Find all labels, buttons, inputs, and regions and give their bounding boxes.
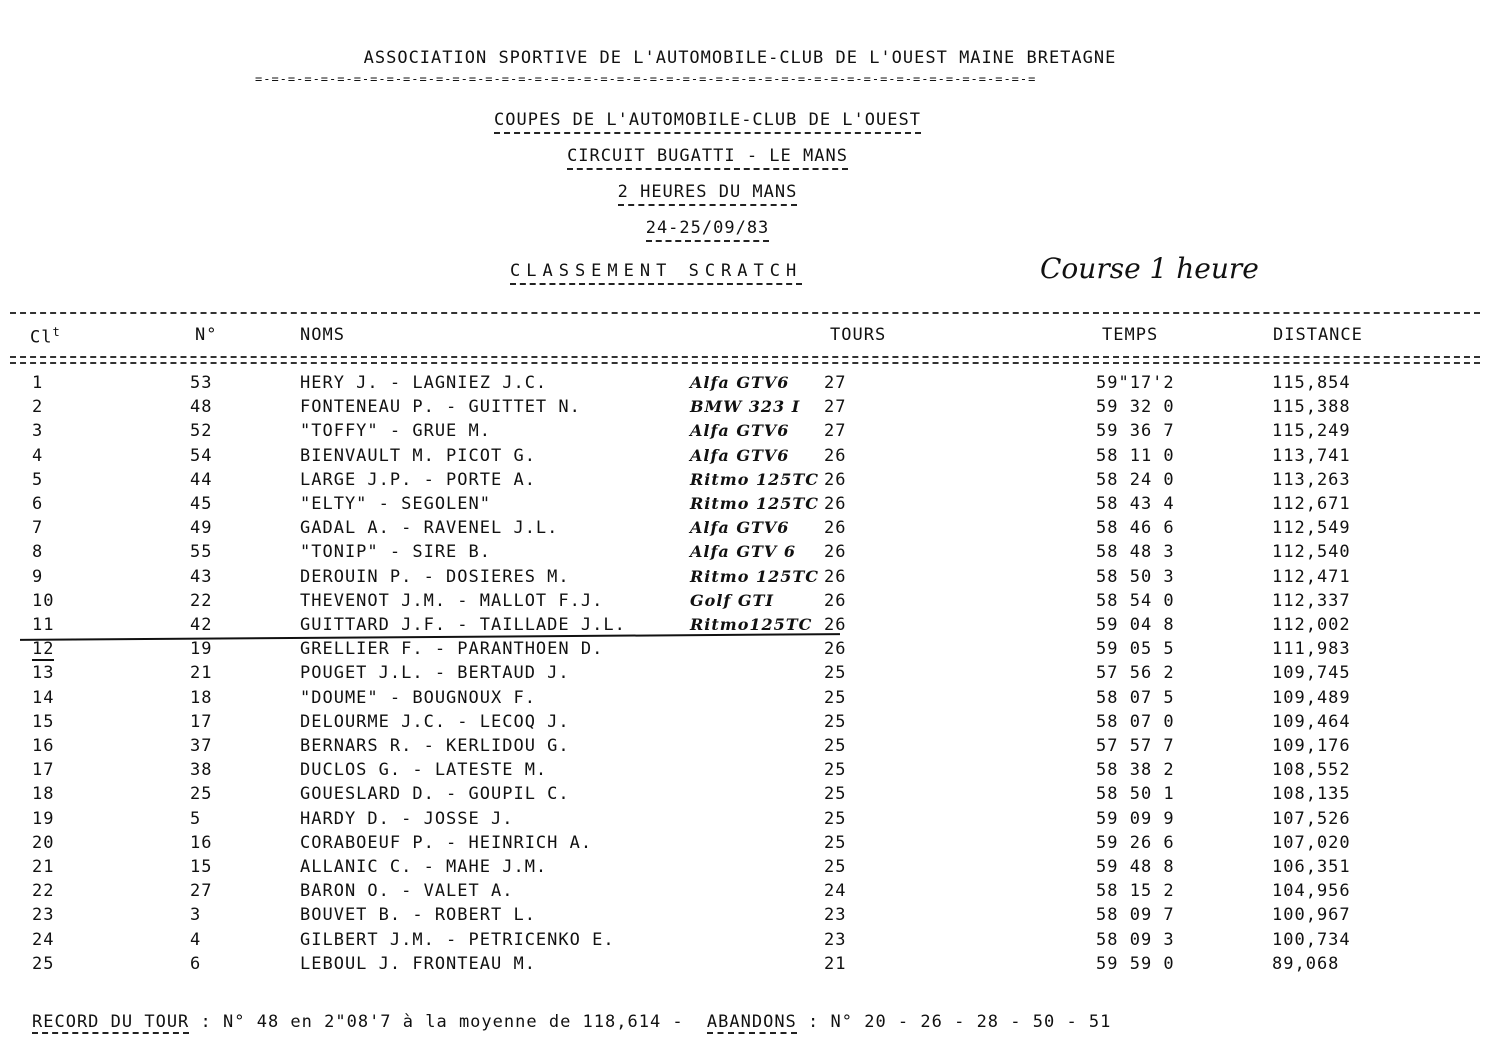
- header-rule-top: [10, 356, 1480, 358]
- table-row: [0, 518, 1500, 542]
- cell-tours: 26: [824, 445, 847, 466]
- cell-distance: 104,956: [1272, 881, 1351, 902]
- cell-no: 25: [190, 784, 213, 805]
- cell-distance: 100,967: [1272, 905, 1351, 926]
- cell-noms: HERY J. - LAGNIEZ J.C.: [300, 373, 548, 393]
- cell-cl: 13: [32, 663, 55, 684]
- cell-noms: BOUVET B. - ROBERT L.: [300, 905, 536, 926]
- cell-cl: 16: [32, 736, 55, 756]
- cell-tours: 27: [824, 373, 847, 393]
- cell-noms: POUGET J.L. - BERTAUD J.: [300, 663, 570, 684]
- cell-temps: 58 24 0: [1096, 469, 1175, 490]
- cell-tours: 26: [824, 494, 847, 514]
- table-row: [0, 954, 1500, 978]
- table-row: [0, 688, 1500, 712]
- cell-no: 6: [190, 953, 202, 974]
- cell-no: 38: [190, 760, 213, 781]
- cell-tours: 26: [824, 518, 847, 539]
- cell-noms: HARDY D. - JOSSE J.: [300, 808, 514, 829]
- cell-distance: 108,552: [1272, 760, 1351, 781]
- table-row: [0, 712, 1500, 736]
- table-row: [0, 857, 1500, 881]
- table-row: [0, 567, 1500, 591]
- cell-distance: 109,745: [1272, 663, 1351, 684]
- cell-distance: 113,263: [1272, 469, 1351, 490]
- cell-tours: 25: [824, 760, 847, 781]
- cell-tours: 25: [824, 784, 847, 805]
- cell-no: 54: [190, 445, 213, 466]
- handwritten-note: Course 1 heure: [1040, 252, 1259, 285]
- cell-noms: CORABOEUF P. - HEINRICH A.: [300, 832, 593, 853]
- cell-noms: BARON O. - VALET A.: [300, 881, 514, 902]
- cell-noms: "TOFFY" - GRUE M.: [300, 421, 491, 442]
- cell-tours: 26: [824, 615, 847, 635]
- cell-tours: 23: [824, 929, 847, 950]
- cell-car: Alfa GTV6: [690, 518, 790, 538]
- record-text: : N° 48 en 2"08'7 à la moyenne de 118,614 -: [200, 1012, 684, 1032]
- cell-temps: 58 46 6: [1096, 518, 1175, 539]
- table-row: [0, 639, 1500, 663]
- cell-tours: 23: [824, 905, 847, 926]
- cell-no: 37: [190, 736, 213, 756]
- cell-noms: "ELTY" - SEGOLEN": [300, 494, 491, 514]
- table-row: [0, 881, 1500, 905]
- cell-temps: 58 11 0: [1096, 445, 1175, 466]
- cell-car: Alfa GTV6: [690, 373, 790, 392]
- cell-tours: 25: [824, 808, 847, 829]
- cell-noms: GOUESLARD D. - GOUPIL C.: [300, 784, 570, 805]
- cell-noms: BERNARS R. - KERLIDOU G.: [300, 736, 570, 756]
- cell-noms: GUITTARD J.F. - TAILLADE J.L.: [300, 615, 626, 635]
- cell-cl: 25: [32, 953, 55, 974]
- cell-distance: 106,351: [1272, 857, 1351, 877]
- cell-tours: 25: [824, 857, 847, 877]
- cell-cl: 22: [32, 881, 55, 902]
- table-row: [0, 542, 1500, 566]
- cell-no: 18: [190, 687, 213, 708]
- cell-tours: 27: [824, 421, 847, 442]
- cell-tours: 25: [824, 663, 847, 684]
- cell-tours: 24: [824, 881, 847, 902]
- cell-distance: 111,983: [1272, 639, 1351, 660]
- cell-car: Ritmo125TC: [690, 615, 813, 634]
- table-row: [0, 494, 1500, 518]
- cell-noms: "TONIP" - SIRE B.: [300, 542, 491, 563]
- cell-tours: 25: [824, 736, 847, 756]
- cell-temps: 58 09 3: [1096, 929, 1175, 950]
- cell-no: 21: [190, 663, 213, 684]
- col-header-cl-base: Cl: [30, 327, 53, 348]
- cell-car: Alfa GTV 6: [690, 542, 796, 562]
- cell-noms: DELOURME J.C. - LECOQ J.: [300, 711, 570, 732]
- col-header-no: N°: [195, 325, 218, 345]
- cell-cl: 11: [32, 615, 55, 635]
- table-row: [0, 760, 1500, 784]
- abandons-label: ABANDONS: [706, 1012, 797, 1032]
- cell-noms: THEVENOT J.M. - MALLOT F.J.: [300, 590, 604, 611]
- cell-distance: 109,489: [1272, 687, 1351, 708]
- cell-distance: 112,471: [1272, 566, 1351, 587]
- cell-cl: 9: [32, 566, 44, 587]
- cell-car: Ritmo 125TC: [690, 566, 819, 586]
- cell-cl: 12: [32, 639, 55, 660]
- cell-distance: 112,549: [1272, 518, 1351, 539]
- col-header-cl: [30, 325, 61, 348]
- circuit-title: [0, 146, 1415, 170]
- cell-distance: 89,068: [1272, 953, 1340, 974]
- cell-distance: 107,020: [1272, 832, 1351, 853]
- cell-tours: 26: [824, 566, 847, 587]
- cell-tours: 27: [824, 397, 847, 418]
- table-row: [0, 663, 1500, 687]
- col-header-tours: TOURS: [830, 325, 887, 345]
- cell-no: 5: [190, 808, 202, 829]
- cell-temps: 57 57 7: [1096, 736, 1175, 756]
- cell-cl: 21: [32, 857, 55, 877]
- col-header-noms: NOMS: [300, 325, 345, 345]
- cell-car: Ritmo 125TC: [690, 469, 819, 489]
- table-row: [0, 421, 1500, 445]
- cell-cl: 8: [32, 542, 44, 563]
- abandons-text: : N° 20 - 26 - 28 - 50 - 51: [808, 1012, 1112, 1032]
- cell-noms: DEROUIN P. - DOSIERES M.: [300, 566, 570, 587]
- cell-no: 45: [190, 494, 213, 514]
- table-row: [0, 736, 1500, 760]
- cell-cl: 3: [32, 421, 44, 442]
- cell-cl: 1: [32, 373, 44, 393]
- col-header-temps: TEMPS: [1102, 325, 1159, 345]
- cell-car: Alfa GTV6: [690, 445, 790, 465]
- cell-tours: 25: [824, 832, 847, 853]
- cell-no: 49: [190, 518, 213, 539]
- cell-temps: 59 26 6: [1096, 832, 1175, 853]
- event-title: [0, 110, 1415, 134]
- cell-distance: 109,464: [1272, 711, 1351, 732]
- cell-cl: 17: [32, 760, 55, 781]
- cell-no: 27: [190, 881, 213, 902]
- cell-temps: 59 48 8: [1096, 857, 1175, 877]
- cell-noms: BIENVAULT M. PICOT G.: [300, 445, 536, 466]
- cell-car: Alfa GTV6: [690, 421, 790, 441]
- cell-temps: 58 07 5: [1096, 687, 1175, 708]
- table-top-rule: [10, 312, 1480, 314]
- cell-no: 19: [190, 639, 213, 660]
- cell-noms: LEBOUL J. FRONTEAU M.: [300, 953, 536, 974]
- cell-distance: 115,854: [1272, 373, 1351, 393]
- cell-tours: 26: [824, 469, 847, 490]
- race-title: [0, 182, 1415, 206]
- cell-temps: 58 48 3: [1096, 542, 1175, 563]
- cell-noms: "DOUME" - BOUGNOUX F.: [300, 687, 536, 708]
- cell-tours: 25: [824, 711, 847, 732]
- cell-noms: FONTENEAU P. - GUITTET N.: [300, 397, 581, 418]
- race-dates-text: 24-25/09/83: [646, 218, 770, 242]
- cell-distance: 113,741: [1272, 445, 1351, 466]
- cell-noms: DUCLOS G. - LATESTE M.: [300, 760, 548, 781]
- cell-distance: 112,671: [1272, 494, 1351, 514]
- cell-distance: 107,526: [1272, 808, 1351, 829]
- cell-cl: 20: [32, 832, 55, 853]
- cell-tours: 21: [824, 953, 847, 974]
- cell-no: 52: [190, 421, 213, 442]
- table-row: [0, 446, 1500, 470]
- table-row: [0, 397, 1500, 421]
- record-label: RECORD DU TOUR: [32, 1012, 190, 1032]
- cell-temps: 59 36 7: [1096, 421, 1175, 442]
- cell-distance: 100,734: [1272, 929, 1351, 950]
- cell-distance: 115,388: [1272, 397, 1351, 418]
- cell-temps: 58 15 2: [1096, 881, 1175, 902]
- cell-no: 55: [190, 542, 213, 563]
- cell-noms: GADAL A. - RAVENEL J.L.: [300, 518, 559, 539]
- cell-no: 4: [190, 929, 202, 950]
- table-row: [0, 809, 1500, 833]
- cell-no: 15: [190, 857, 213, 877]
- cell-temps: 59 05 5: [1096, 639, 1175, 660]
- race-title-text: 2 HEURES DU MANS: [618, 182, 798, 206]
- cell-no: 53: [190, 373, 213, 393]
- cell-temps: 59 59 0: [1096, 953, 1175, 974]
- table-row: [0, 470, 1500, 494]
- table-row: [0, 373, 1500, 397]
- header-rule-bottom: [10, 362, 1480, 364]
- title-separator: =-=-=-=-=-=-=-=-=-=-=-=-=-=-=-=-=-=-=-=-=-=-=-=-=-=-=-=-=-=-=-=-=-=-=-=-=-=-=-=-=-=-=-=-=-=-=-=: [255, 72, 1037, 86]
- cell-distance: 112,540: [1272, 542, 1351, 563]
- cell-distance: 109,176: [1272, 736, 1351, 756]
- table-row: [0, 905, 1500, 929]
- cell-temps: 59 32 0: [1096, 397, 1175, 418]
- cell-noms: LARGE J.P. - PORTE A.: [300, 469, 536, 490]
- cell-cl: 4: [32, 445, 44, 466]
- organization-title: ASSOCIATION SPORTIVE DE L'AUTOMOBILE-CLUB DE L'OUEST MAINE BRETAGNE: [363, 48, 1117, 68]
- cell-cl: 5: [32, 469, 44, 490]
- cell-no: 16: [190, 832, 213, 853]
- cell-car: Golf GTI: [690, 590, 774, 610]
- cell-tours: 26: [824, 542, 847, 563]
- table-row: [0, 833, 1500, 857]
- cell-temps: 58 38 2: [1096, 760, 1175, 781]
- event-title-text: COUPES DE L'AUTOMOBILE-CLUB DE L'OUEST: [494, 110, 921, 134]
- cell-temps: 59 09 9: [1096, 808, 1175, 829]
- cell-temps: 58 50 3: [1096, 566, 1175, 587]
- cell-tours: 26: [824, 590, 847, 611]
- cell-no: 42: [190, 615, 213, 635]
- cell-no: 17: [190, 711, 213, 732]
- cell-cl: 2: [32, 397, 44, 418]
- cell-no: 44: [190, 469, 213, 490]
- cell-no: 48: [190, 397, 213, 418]
- cell-no: 22: [190, 590, 213, 611]
- race-dates: [0, 218, 1415, 242]
- cell-tours: 26: [824, 639, 847, 660]
- cell-temps: 58 09 7: [1096, 905, 1175, 926]
- cell-no: 3: [190, 905, 202, 926]
- cell-cl: 19: [32, 808, 55, 829]
- cell-cl: 10: [32, 590, 55, 611]
- cell-distance: 115,249: [1272, 421, 1351, 442]
- cell-temps: 58 07 0: [1096, 711, 1175, 732]
- cell-cl: 18: [32, 784, 55, 805]
- cell-car: BMW 323 I: [690, 397, 801, 417]
- cell-temps: 58 50 1: [1096, 784, 1175, 805]
- table-row: [0, 591, 1500, 615]
- col-header-cl-sup: t: [52, 325, 61, 339]
- cell-cl: 15: [32, 711, 55, 732]
- cell-distance: 112,002: [1272, 615, 1351, 635]
- cell-temps: 57 56 2: [1096, 663, 1175, 684]
- cell-temps: 58 43 4: [1096, 494, 1175, 514]
- table-row: [0, 784, 1500, 808]
- cell-cl: 7: [32, 518, 44, 539]
- cell-distance: 108,135: [1272, 784, 1351, 805]
- circuit-title-text: CIRCUIT BUGATTI - LE MANS: [567, 146, 848, 170]
- cell-distance: 112,337: [1272, 590, 1351, 611]
- cell-car: Ritmo 125TC: [690, 494, 819, 513]
- cell-cl: 24: [32, 929, 55, 950]
- cell-tours: 25: [824, 687, 847, 708]
- col-header-distance: DISTANCE: [1273, 325, 1363, 345]
- cell-noms: GILBERT J.M. - PETRICENKO E.: [300, 929, 615, 950]
- classement-title: [510, 261, 802, 285]
- cell-temps: 59"17'2: [1096, 373, 1175, 393]
- cell-temps: 59 04 8: [1096, 615, 1175, 635]
- cell-noms: ALLANIC C. - MAHE J.M.: [300, 857, 548, 877]
- cell-cl: 14: [32, 687, 55, 708]
- cell-temps: 58 54 0: [1096, 590, 1175, 611]
- cell-noms: GRELLIER F. - PARANTHOEN D.: [300, 639, 604, 660]
- classement-title-text: CLASSEMENT SCRATCH: [510, 261, 802, 285]
- table-row: [0, 930, 1500, 954]
- cell-cl: 23: [32, 905, 55, 926]
- cell-cl: 6: [32, 494, 44, 514]
- cell-no: 43: [190, 566, 213, 587]
- footer: [32, 1012, 1111, 1032]
